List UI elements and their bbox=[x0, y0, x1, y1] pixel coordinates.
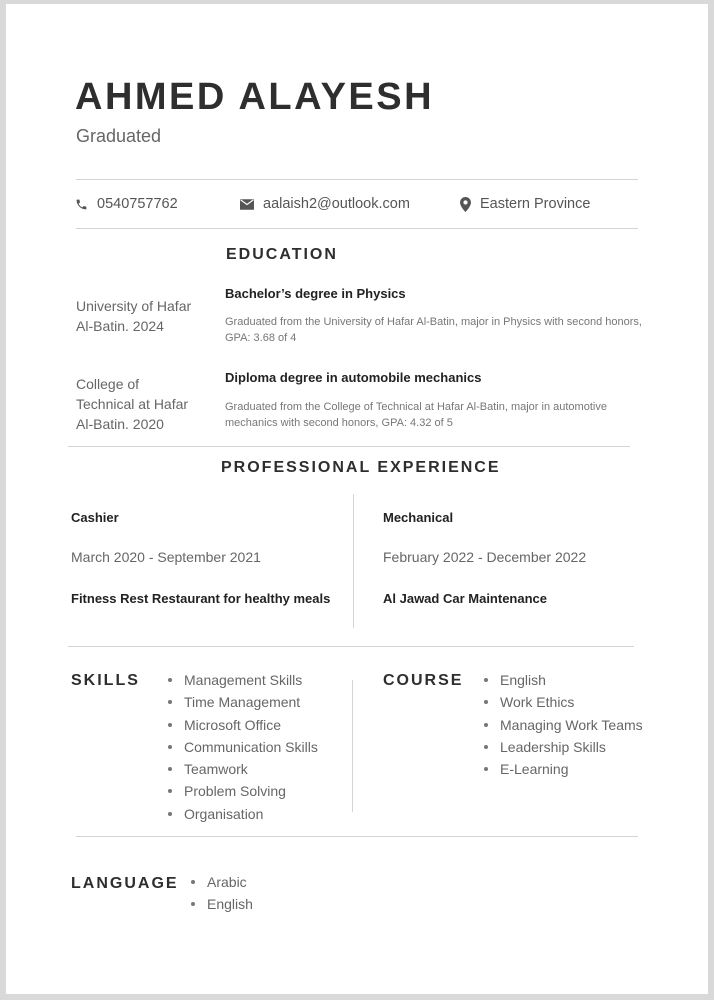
education-institution: College of Technical at Hafar Al-Batin. 2020 bbox=[76, 376, 189, 432]
column-divider bbox=[353, 494, 354, 628]
list-item: Communication Skills bbox=[168, 736, 318, 758]
divider bbox=[68, 646, 634, 647]
divider bbox=[76, 228, 638, 229]
location-text: Eastern Province bbox=[480, 196, 591, 212]
list-item: Problem Solving bbox=[168, 780, 318, 802]
list-item: Managing Work Teams bbox=[484, 714, 643, 736]
map-pin-icon bbox=[460, 197, 471, 212]
list-item: English bbox=[191, 893, 253, 915]
contact-location bbox=[460, 196, 590, 212]
resume-subtitle: Graduated bbox=[76, 126, 162, 146]
list-item: Organisation bbox=[168, 803, 318, 825]
job-title: Mechanical bbox=[383, 510, 454, 525]
job-dates: March 2020 - September 2021 bbox=[71, 549, 261, 565]
divider bbox=[76, 179, 638, 180]
list-item: Arabic bbox=[191, 871, 253, 893]
phone-icon bbox=[75, 198, 88, 211]
education-title: EDUCATION bbox=[226, 246, 338, 263]
list-item: Work Ethics bbox=[484, 691, 643, 713]
list-item: Management Skills bbox=[168, 669, 318, 691]
list-item: E-Learning bbox=[484, 758, 643, 780]
divider bbox=[68, 446, 630, 447]
education-description: Graduated from the College of Technical at Hafar Al-Batin, major in automotive mechanics with second honors, GPA: 4.32 of 5 bbox=[225, 401, 607, 429]
education-degree: Bachelor’s degree in Physics bbox=[225, 286, 406, 301]
contact-email bbox=[240, 196, 410, 212]
list-item: Time Management bbox=[168, 691, 318, 713]
job-company: Al Jawad Car Maintenance bbox=[383, 591, 547, 606]
phone-number: 0540757762 bbox=[97, 196, 178, 212]
job-dates: February 2022 - December 2022 bbox=[383, 549, 587, 565]
list-item: Microsoft Office bbox=[168, 714, 318, 736]
job-company: Fitness Rest Restaurant for healthy meals bbox=[71, 591, 331, 606]
list-item: English bbox=[484, 669, 643, 691]
course-title: COURSE bbox=[383, 672, 464, 689]
list-item: Teamwork bbox=[168, 758, 318, 780]
language-title: LANGUAGE bbox=[71, 875, 179, 892]
email-address: aalaish2@outlook.com bbox=[263, 196, 410, 212]
list-item: Leadership Skills bbox=[484, 736, 643, 758]
resume-name: AHMED ALAYESH bbox=[75, 76, 435, 118]
language-list bbox=[191, 871, 253, 916]
envelope-icon bbox=[240, 199, 254, 210]
resume-page bbox=[6, 4, 708, 994]
experience-title: PROFESSIONAL EXPERIENCE bbox=[221, 459, 501, 476]
contact-phone bbox=[75, 196, 178, 212]
course-list bbox=[484, 669, 643, 780]
education-institution: University of Hafar Al-Batin. 2024 bbox=[76, 298, 192, 334]
skills-title: SKILLS bbox=[71, 672, 140, 689]
education-degree: Diploma degree in automobile mechanics bbox=[225, 370, 482, 385]
column-divider bbox=[352, 680, 353, 812]
skills-list bbox=[168, 669, 318, 825]
job-title: Cashier bbox=[71, 510, 119, 525]
education-description: Graduated from the University of Hafar Al-Batin, major in Physics with second honors, GPA: 3.68 of 4 bbox=[225, 316, 642, 344]
divider bbox=[76, 836, 638, 837]
